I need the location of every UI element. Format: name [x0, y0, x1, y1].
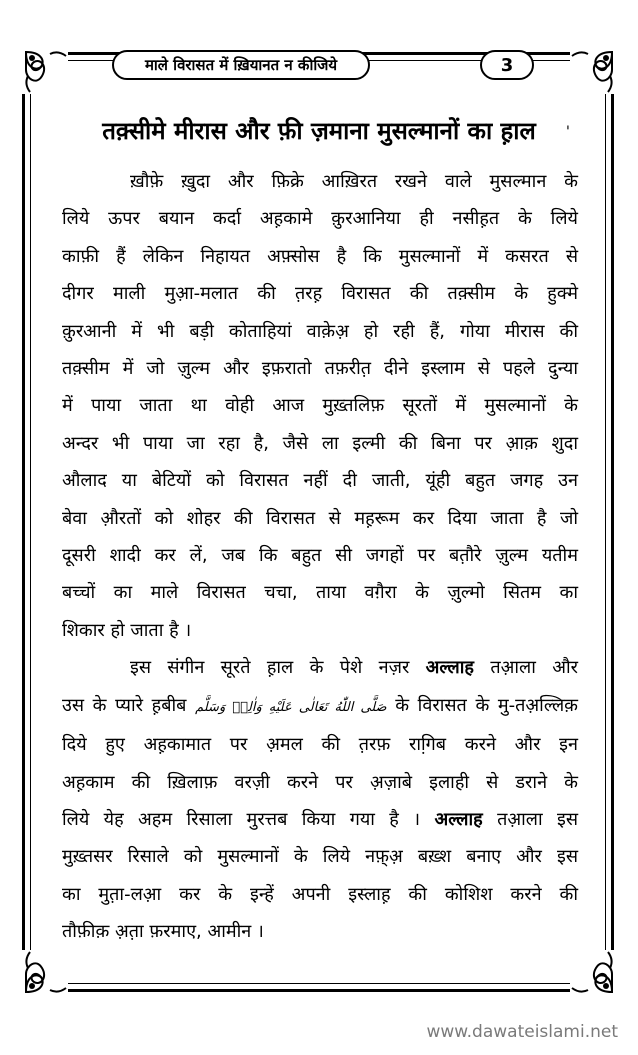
text-line: दीगर माली मुआ़-मलात की त़रह़ विरासत की तक़्सीम के हुक्मे [62, 283, 578, 305]
text-line: मुख़्तसर रिसाले को मुसल्मानों के लिये नफ़्अ़ बख़्श बनाए और इस [62, 846, 578, 868]
text-line: तौफ़ीक़ अ़त़ा फ़रमाए, आमीन । [62, 921, 264, 943]
text-fragment: इस संगीन सूरते ह़ाल के पेशे नज़र [130, 657, 410, 679]
corner-ornament-icon [22, 950, 68, 996]
text-fragment: तआ़ला इस [497, 808, 579, 830]
running-title: माले विरासत में ख़ियानत न कीजिये [112, 50, 370, 80]
text-line: लिये ऊपर बयान कर्दा अह़कामे क़ुरआनिया ही नसीह़त के लिये [62, 208, 578, 230]
text-line: दिये हुए अह़कामात पर अ़मल की त़रफ़ रागि़ब करने और इन [62, 734, 578, 756]
text-line: में पाया जाता था वोही आज मुख़्तलिफ़ सूरतों में मुसल्मानों के [62, 395, 578, 417]
text-fragment: तआ़ला और [490, 657, 578, 679]
text-line: का मुत़ा-लआ़ कर के इन्हें अपनी इस्लाह़ की कोशिश करने की [62, 883, 578, 905]
text-line: क़ुरआनी में भी बड़ी कोताहियां वाक़ेअ़ हो रही हैं, गोया मीरास की [62, 320, 578, 342]
text-fragment: के विरासत के मु-तअ़ल्लिक़ [395, 694, 578, 716]
allah-word: अल्लाह [434, 808, 483, 830]
corner-ornament-icon [22, 48, 68, 94]
page-number: 3 [480, 50, 534, 80]
heading-mark: ' [566, 124, 570, 140]
text-line: अन्दर भी पाया जा रहा है, जैसे ला इल्मी की बिना पर आ़क़ शुदा [62, 432, 578, 454]
text-line: बेवा औ़रतों को शोहर की विरासत से मह़रूम कर दिया जाता है जो [62, 507, 578, 529]
corner-ornament-icon [570, 48, 616, 94]
section-heading: तक़्सीमे मीरास और फ़ी ज़माना मुसल्मानों का ह़ाल [102, 117, 536, 145]
footer-website-link[interactable]: www.dawateislami.net [426, 1022, 618, 1042]
text-line: औलाद या बेटियों को विरासत नहीं दी जाती, यूंही बहुत जगह उन [62, 470, 578, 492]
text-line: तक़्सीम में जो ज़ुल्म और इफ़रातो तफ़रीत़ दीने इस्लाम से पहले दुन्या [62, 358, 578, 380]
text-line: अह़काम की ख़िलाफ़ वरज़ी करने पर अ़ज़ाबे इलाही से डराने के [62, 771, 578, 793]
salutation-calligraphy: صَلَّى اللّٰهُ تَعَالٰى عَلَيْهِ وَاٰلِهٖ وَسَلَّم [195, 699, 387, 715]
text-line: ख़ौफ़े ख़ुदा और फ़िक्रे आख़िरत रखने वाले मुसल्मान के [130, 171, 578, 192]
body-text [62, 163, 578, 951]
text-line: बच्चों का माले विरासत चचा, ताया वग़ैरा के ज़ुल्मो सितम का [62, 582, 578, 604]
text-line: दूसरी शादी कर लें, जब कि बहुत सी जगहों पर बत़ौरे ज़ुल्म यतीम [62, 545, 578, 567]
text-line: काफ़ी हैं लेकिन निहायत अफ़्सोस है कि मुसल्मानों में कसरत से [62, 245, 578, 267]
text-fragment: लिये येह अहम रिसाला मुरत्तब किया गया है । [62, 808, 421, 830]
text-line [62, 801, 578, 838]
corner-ornament-icon [570, 950, 616, 996]
text-fragment: उस के प्यारे ह़बीब [62, 694, 187, 716]
allah-word: अल्लाह [425, 657, 474, 679]
text-line: शिकार हो जाता है । [62, 619, 192, 641]
text-line [62, 687, 578, 726]
text-line [62, 649, 578, 686]
